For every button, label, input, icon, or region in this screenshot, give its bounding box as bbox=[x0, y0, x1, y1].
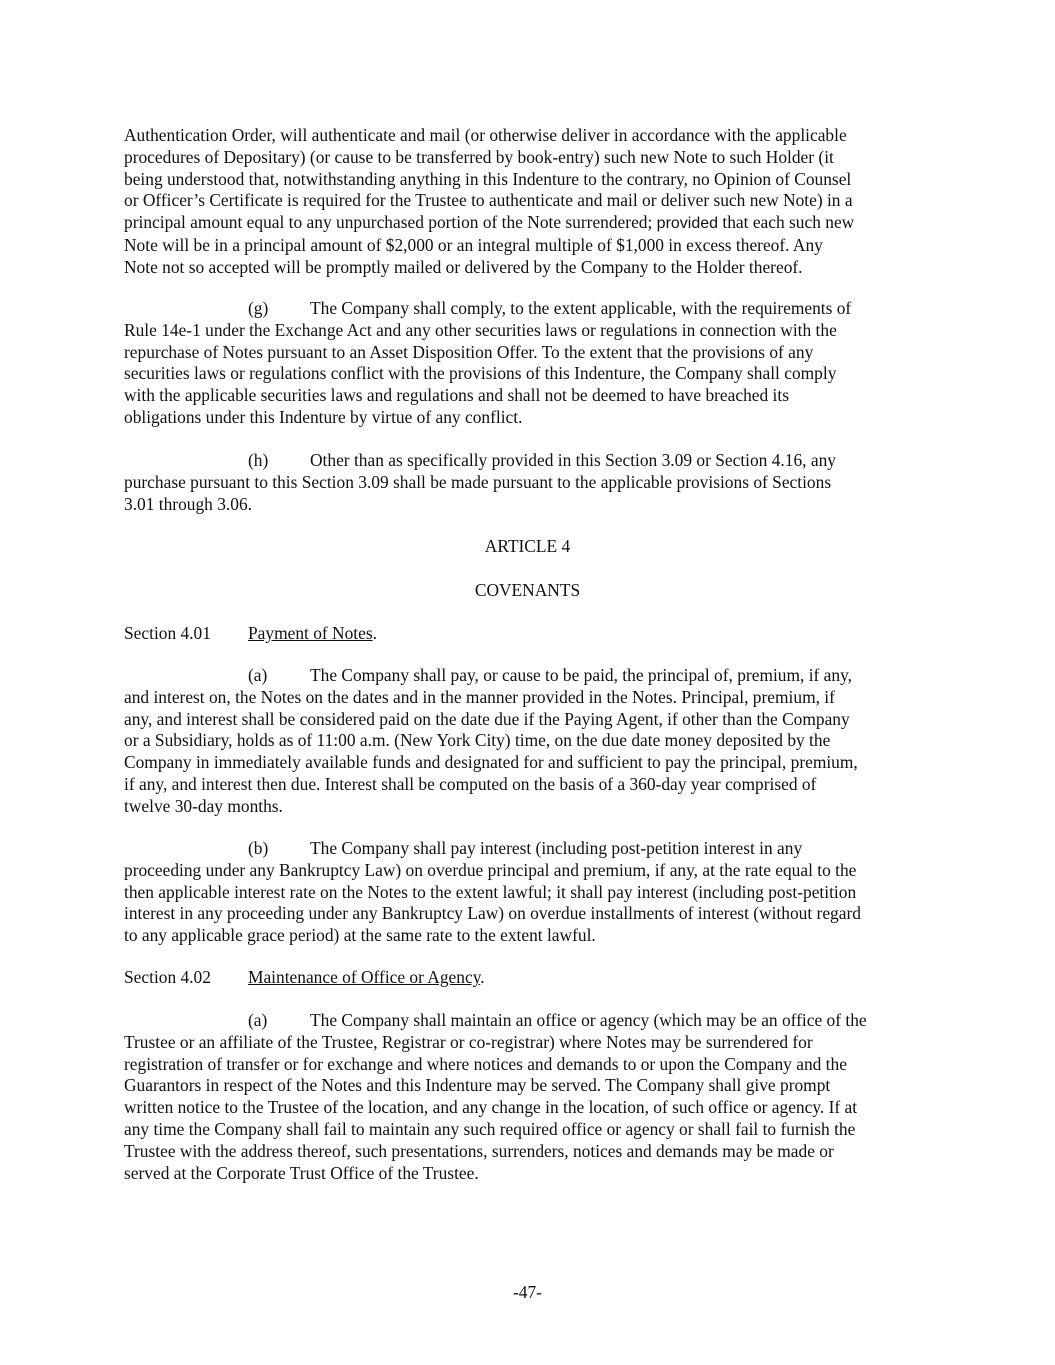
text-line: purchase pursuant to this Section 3.09 shall be made pursuant to the applicable provisions of Sections bbox=[124, 471, 832, 492]
text-line: interest in any proceeding under any Bankruptcy Law) on overdue installments of interest (without regard bbox=[124, 903, 861, 924]
paragraph-marker: (a) bbox=[248, 1010, 268, 1030]
text-line bbox=[124, 665, 936, 687]
section-heading-4-02 bbox=[124, 967, 936, 989]
text-line: procedures of Depositary) (or cause to be transferred by book-entry) such new Note to such Holder (it bbox=[124, 146, 834, 167]
section-number: Section 4.01 bbox=[124, 623, 211, 643]
text-line: if any, and interest then due. Interest shall be computed on the basis of a 360-day year comprised of bbox=[124, 773, 817, 794]
text-line: Note will be in a principal amount of $2,000 or an integral multiple of $1,000 in excess thereof. Any bbox=[124, 234, 823, 255]
text-line: any, and interest shall be considered paid on the date due if the Paying Agent, if other than the Company bbox=[124, 708, 850, 729]
text-fragment: The Company shall maintain an office or agency (which may be an office of the bbox=[310, 1010, 867, 1030]
section-period: . bbox=[372, 623, 377, 643]
text-line: Guarantors in respect of the Notes and this Indenture may be served. The Company shall give prompt bbox=[124, 1075, 831, 1096]
text-line: written notice to the Trustee of the location, and any change in the location, of such office or agency. If at bbox=[124, 1097, 858, 1118]
text-line bbox=[124, 450, 936, 472]
text-line: twelve 30-day months. bbox=[124, 795, 283, 816]
text-line: or Officer’s Certificate is required for the Trustee to authenticate and mail or deliver such new Note) in a bbox=[124, 190, 853, 211]
text-line: Trustee with the address thereof, such presentations, surrenders, notices and demands may be made or bbox=[124, 1140, 834, 1161]
provided-term: provided bbox=[656, 215, 719, 233]
text-line: or a Subsidiary, holds as of 11:00 a.m. (New York City) time, on the due date money deposited by the bbox=[124, 730, 831, 751]
paragraph-g bbox=[124, 298, 936, 429]
text-line: with the applicable securities laws and regulations and shall not be deemed to have breached its bbox=[124, 385, 789, 406]
section-title: Payment of Notes bbox=[248, 623, 373, 643]
text-line bbox=[124, 1010, 936, 1032]
text-fragment: Other than as specifically provided in this Section 3.09 or Section 4.16, any bbox=[310, 450, 836, 470]
section-heading-4-01 bbox=[124, 623, 936, 645]
paragraph-marker: (g) bbox=[248, 298, 269, 318]
text-line: registration of transfer or for exchange and where notices and demands to or upon the Company and the bbox=[124, 1053, 847, 1074]
section-title: Maintenance of Office or Agency bbox=[248, 967, 481, 987]
paragraph-4-01-a bbox=[124, 665, 936, 818]
text-line: and interest on, the Notes on the dates and in the manner provided in the Notes. Principal, premium, if bbox=[124, 686, 835, 707]
text-line: Trustee or an affiliate of the Trustee, Registrar or co-registrar) where Notes may be surrendered for bbox=[124, 1031, 813, 1052]
article-label: ARTICLE 4 bbox=[484, 536, 571, 556]
paragraph-marker: (a) bbox=[248, 665, 268, 685]
text-line: Authentication Order, will authenticate and mail (or otherwise deliver in accordance with the applicable bbox=[124, 125, 847, 145]
text-fragment: The Company shall pay, or cause to be paid, the principal of, premium, if any, bbox=[310, 665, 853, 685]
paragraph-4-01-b bbox=[124, 838, 936, 947]
text-fragment: The Company shall pay interest (including post-petition interest in any bbox=[310, 838, 803, 858]
paragraph-marker: (b) bbox=[248, 838, 269, 858]
paragraph-h bbox=[124, 450, 936, 515]
text-fragment: that each such new bbox=[718, 212, 855, 233]
paragraph-marker: (h) bbox=[248, 450, 269, 470]
continuation-paragraph bbox=[124, 125, 936, 279]
paragraph-4-02-a bbox=[124, 1010, 936, 1184]
text-line: any time the Company shall fail to maintain any such required office or agency or shall fail to furnish the bbox=[124, 1118, 856, 1139]
section-period: . bbox=[480, 967, 485, 987]
text-line: proceeding under any Bankruptcy Law) on overdue principal and premium, if any, at the rate equal to the bbox=[124, 859, 857, 880]
text-line bbox=[124, 298, 936, 320]
text-line bbox=[124, 838, 936, 860]
text-line: 3.01 through 3.06. bbox=[124, 493, 253, 514]
text-line: securities laws or regulations conflict with the provisions of this Indenture, the Company shall comply bbox=[124, 363, 837, 384]
text-line: Company in immediately available funds and designated for and sufficient to pay the principal, premium, bbox=[124, 752, 858, 773]
text-line: to any applicable grace period) at the same rate to the extent lawful. bbox=[124, 925, 596, 946]
text-line: being understood that, notwithstanding anything in this Indenture to the contrary, no Opinion of Counsel bbox=[124, 168, 852, 189]
section-number: Section 4.02 bbox=[124, 967, 211, 987]
page-number: -47- bbox=[513, 1282, 542, 1302]
article-title: COVENANTS bbox=[474, 580, 581, 600]
text-line: Rule 14e-1 under the Exchange Act and any other securities laws or regulations in connection with the bbox=[124, 319, 837, 340]
text-line: obligations under this Indenture by virtue of any conflict. bbox=[124, 406, 523, 427]
text-line: Note not so accepted will be promptly mailed or delivered by the Company to the Holder thereof. bbox=[124, 256, 803, 277]
text-fragment: principal amount equal to any unpurchased portion of the Note surrendered; bbox=[124, 212, 657, 233]
text-line bbox=[124, 212, 936, 235]
text-line: then applicable interest rate on the Notes to the extent lawful; it shall pay interest (including post-petition bbox=[124, 881, 857, 902]
text-fragment: The Company shall comply, to the extent applicable, with the requirements of bbox=[310, 298, 852, 318]
text-line: served at the Corporate Trust Office of the Trustee. bbox=[124, 1162, 479, 1183]
text-line: repurchase of Notes pursuant to an Asset Disposition Offer. To the extent that the provisions of any bbox=[124, 341, 814, 362]
